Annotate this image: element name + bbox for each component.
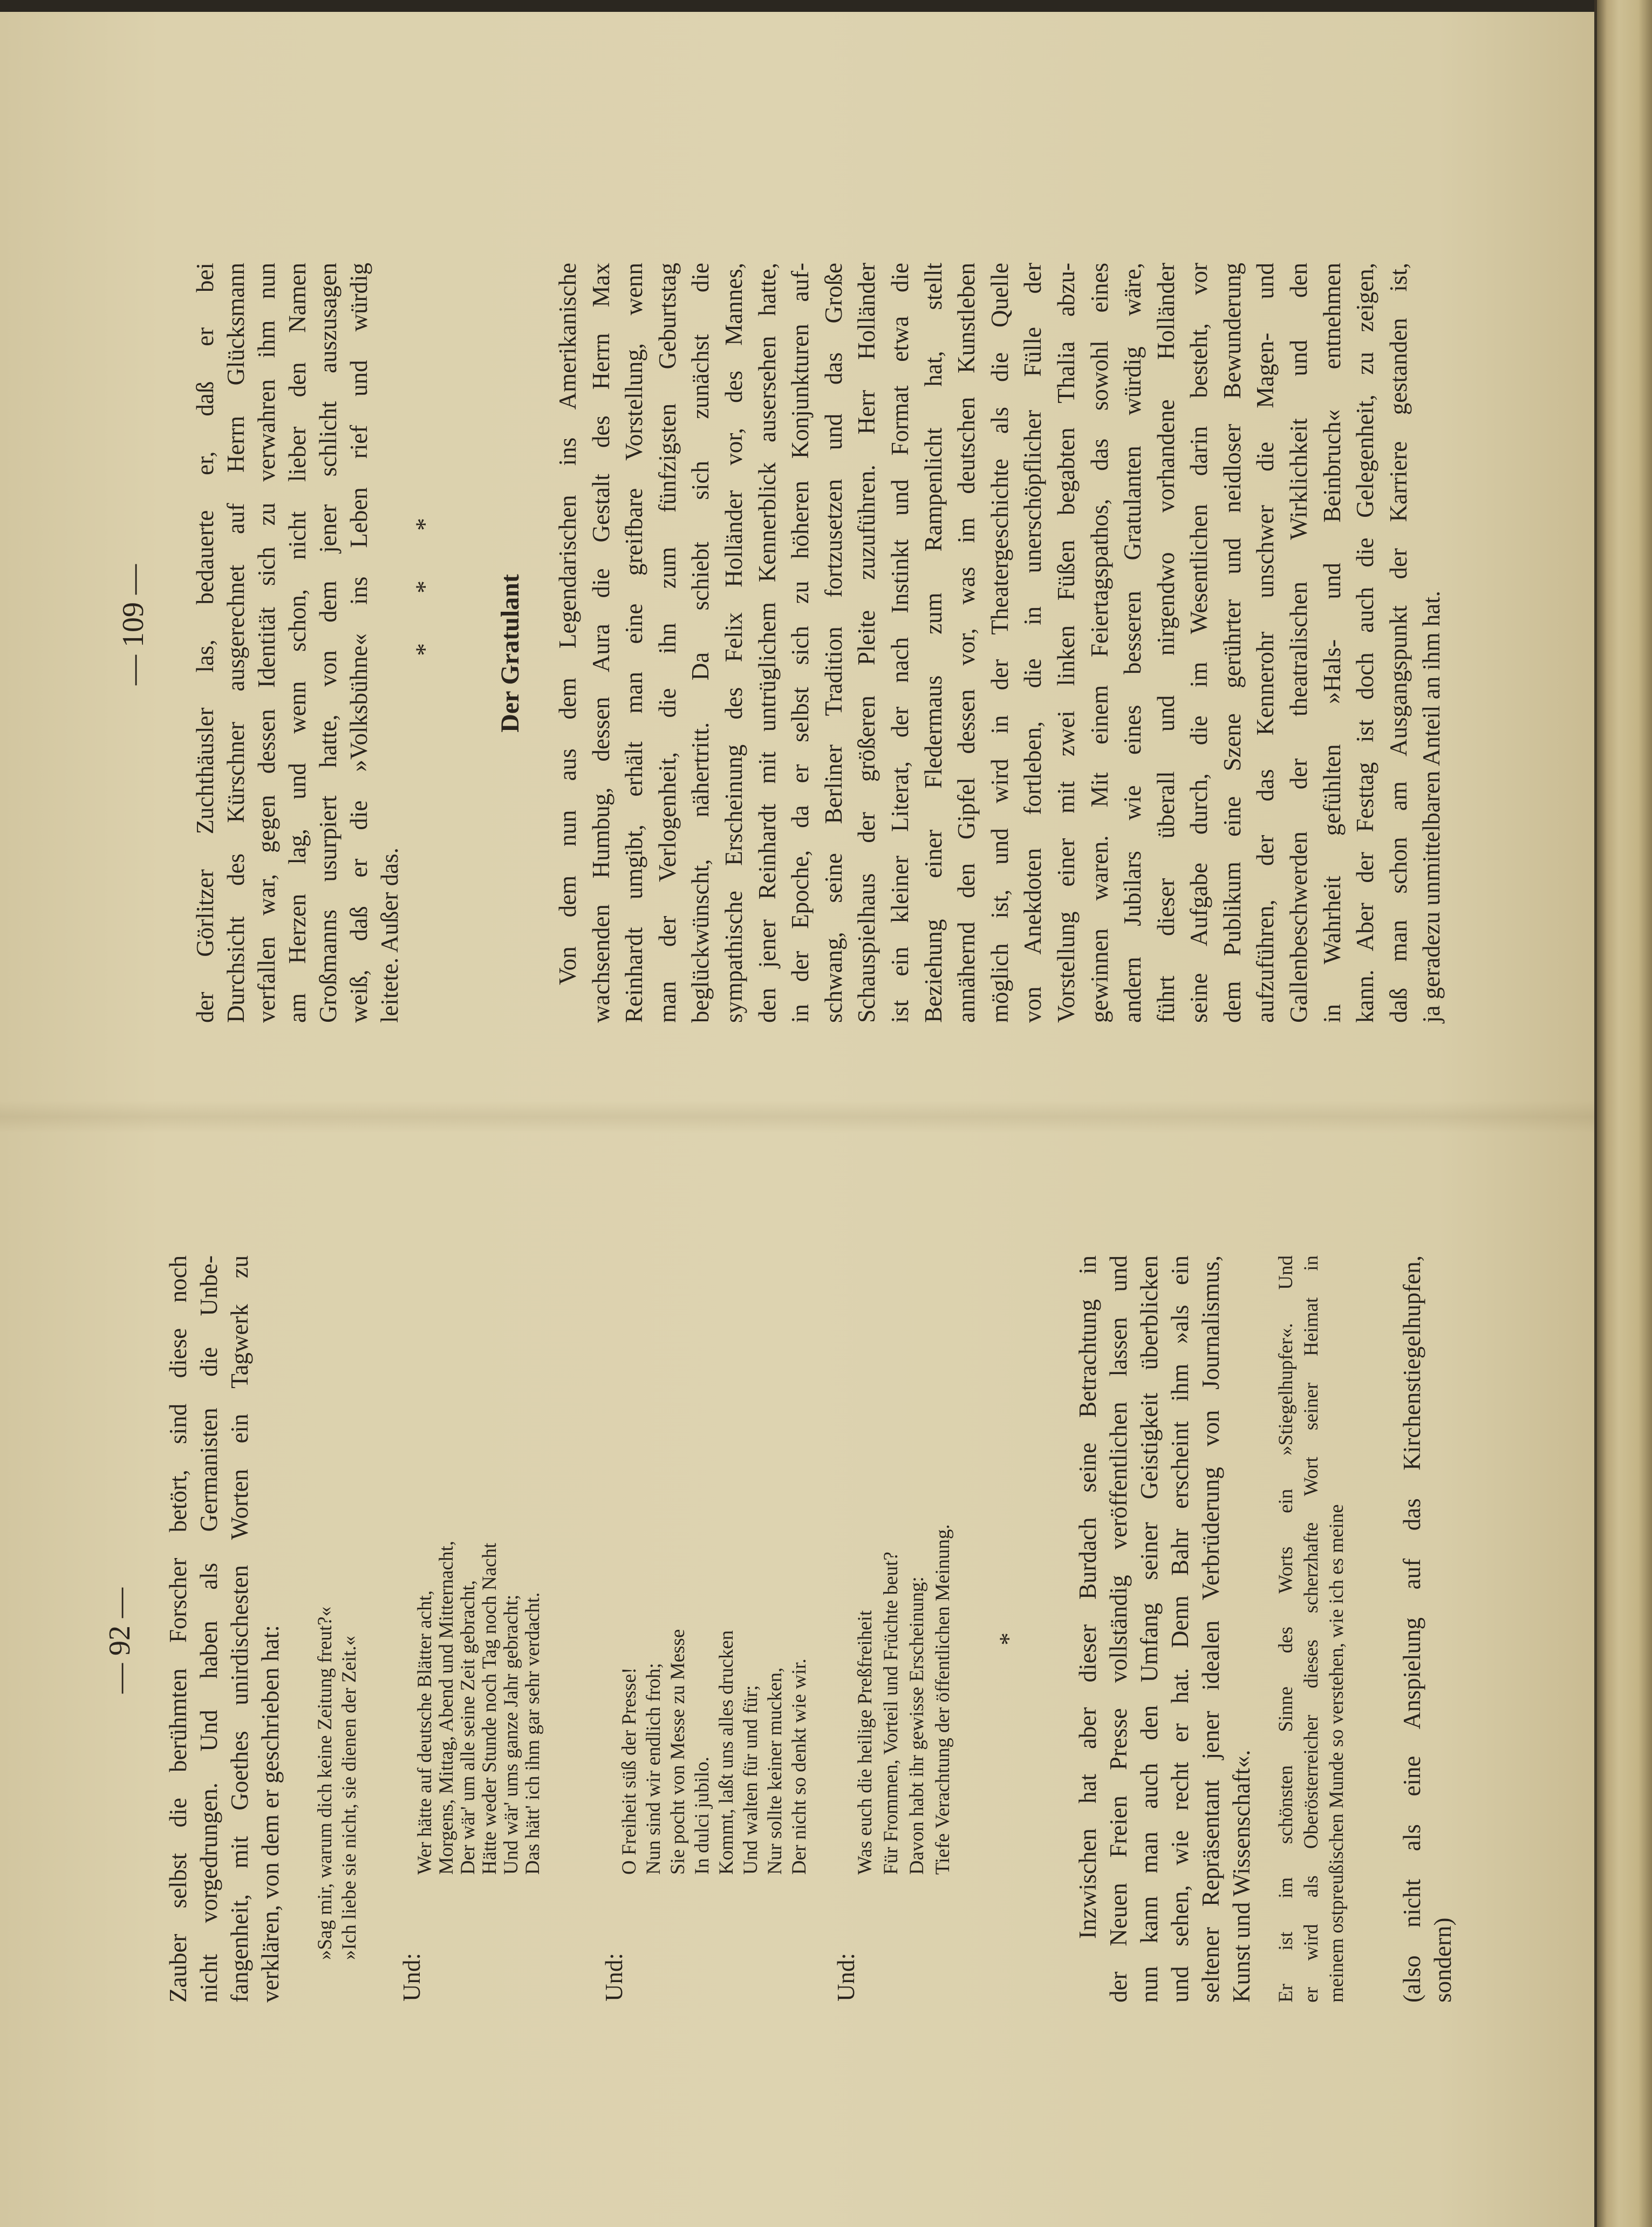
- text-line: möglich ist, und wird in der Theatergeschichte als die Quelle: [986, 263, 1013, 1023]
- text-line: Wer hätte auf deutsche Blätter acht,: [414, 1590, 436, 1875]
- page-number-109: — 109 —: [117, 564, 150, 685]
- text-line: gewinnen waren. Mit einem Feiertagspathos, das sowohl eines: [1086, 263, 1113, 1023]
- page109-paragraph-1: [190, 263, 405, 1023]
- text-line: andern Jubilars wie eines besseren Gratulanten würdig wäre,: [1119, 263, 1146, 1023]
- und-label-3: Und:: [832, 1953, 859, 2001]
- text-line: von Anekdoten fortleben, die in unerschöpflicher Fülle der: [1019, 263, 1047, 1023]
- page92-goethe-quote: [313, 1607, 361, 1960]
- text-line: seine Aufgabe durch, die im Wesentlichen darin besteht, vor: [1185, 263, 1213, 1023]
- text-line: Das hätt' ich ihm gar sehr verdacht.: [522, 1592, 544, 1875]
- text-line: der Neuen Freien Presse vollständig veröffentlichen lassen und: [1105, 1255, 1132, 2003]
- text-line: Und wär' ums ganze Jahr gebracht;: [500, 1594, 522, 1875]
- text-line: Er ist im schönsten Sinne des Worts ein »Stiegelhupfer«. Und: [1275, 1255, 1297, 2003]
- section-separator-stars: * * *: [411, 496, 439, 656]
- text-line: O Freiheit süß der Presse!: [618, 1667, 640, 1875]
- text-line: Kunst und Wissenschaft«.: [1228, 1750, 1255, 2003]
- text-line: aufzuführen, der das Kennerohr unschwer die Magen- und: [1252, 263, 1279, 1023]
- text-line: man der Verlogenheit, die ihn zum fünfzigsten Geburtstag: [653, 263, 681, 1023]
- und-label-2: Und:: [600, 1953, 627, 2001]
- text-line: schwang, seine Berliner Tradition fortzusetzen und das Große: [820, 263, 847, 1023]
- text-line: (also nicht als eine Anspielung auf das Kirchenstiegelhupfen,: [1398, 1255, 1425, 2003]
- text-line: Von dem nun aus dem Legendarischen ins Amerikanische: [554, 263, 581, 985]
- text-line: Gallenbeschwerden der theatralischen Wirklichkeit und den: [1285, 263, 1313, 1023]
- text-line: Inzwischen hat aber dieser Burdach seine Betrachtung in: [1074, 1255, 1101, 1939]
- text-line: Durchsicht des Kürschner ausgerechnet auf Herrn Glücksmann: [222, 263, 249, 1023]
- text-line: Was euch die heilige Preßfreiheit: [854, 1610, 876, 1875]
- text-line: sondern): [1429, 1917, 1456, 2003]
- page-number-92: — 92 —: [103, 1588, 136, 1693]
- text-line: Großmanns usurpiert hatte, von dem jener schlicht auszusagen: [315, 263, 342, 1023]
- text-line: Hätte weder Stunde noch Tag noch Nacht: [479, 1542, 501, 1875]
- text-line: Vorstellung einer mit zwei linken Füßen begabten Thalia abzu-: [1052, 263, 1080, 1023]
- text-line: weiß, daß er die »Volksbühne« ins Leben rief und würdig: [345, 263, 372, 1023]
- text-line: ja geradezu unmittelbaren Anteil an ihm hat.: [1418, 591, 1445, 1023]
- text-line: Der wär' um alle seine Zeit gebracht,: [457, 1580, 479, 1875]
- text-line: Beziehung einer Fledermaus zum Rampenlicht hat, stellt: [919, 263, 947, 1023]
- text-line: beglückwünscht, nähertritt. Da schiebt sich zunächst die: [687, 263, 714, 1023]
- text-line: annähernd den Gipfel dessen vor, was im deutschen Kunstleben: [953, 263, 980, 1023]
- text-line: Sie pocht von Messe zu Messe: [667, 1629, 689, 1875]
- text-line: wachsenden Humbug, dessen Aura die Gestalt des Herrn Max: [587, 263, 615, 1023]
- text-line: führt dieser überall und nirgendwo vorhandene Holländer: [1152, 263, 1179, 1023]
- text-line: in der Epoche, da er selbst sich zu höheren Konjunkturen auf-: [787, 263, 814, 1023]
- text-line: kann. Aber der Festtag ist doch auch die Gelegenheit, zu zeigen,: [1351, 263, 1379, 1023]
- text-line: verklären, von dem er geschrieben hat:: [257, 1625, 284, 2003]
- section-separator: *: [994, 1611, 1023, 1645]
- text-line: und sehen, wie recht er hat. Denn Bahr erscheint ihm »als ein: [1166, 1255, 1193, 2003]
- text-line: den jener Reinhardt mit untrüglichem Kennerblick ausersehen hatte,: [753, 263, 781, 1023]
- text-line: ist ein kleiner Literat, der nach Instinkt und Format etwa die: [886, 263, 913, 1023]
- text-line: nicht vorgedrungen. Und haben als Germanisten die Unbe-: [195, 1255, 222, 2003]
- page92-paragraph-2: [1073, 1255, 1257, 2003]
- poem-3: [852, 1524, 956, 1875]
- text-line: Kommt, laßt uns alles drucken: [715, 1630, 738, 1875]
- text-line: Nun sind wir endlich froh;: [643, 1663, 665, 1875]
- poem-2: [617, 1629, 811, 1875]
- text-line: Reinhardt umgibt, erhält man eine greifbare Vorstellung, wenn: [620, 263, 648, 1023]
- text-line: sympathische Erscheinung des Felix Holländer vor, des Mannes,: [720, 263, 747, 1023]
- text-line: Und walten für und für;: [740, 1685, 762, 1875]
- page109-paragraph-2: [551, 263, 1449, 1023]
- text-line: in Wahrheit gefühlten »Hals- und Beinbruch« entnehmen: [1318, 263, 1346, 1023]
- text-line: meinem ostpreußischen Munde so verstehen, wie ich es meine: [1326, 1504, 1348, 2003]
- text-line: fangenheit, mit Goethes unirdischesten Worten ein Tagwerk zu: [226, 1255, 253, 2003]
- text-line: nun kann man auch den Umfang seiner Geistigkeit überblicken: [1136, 1255, 1163, 2003]
- text-line: »Sag mir, warum dich keine Zeitung freut?«: [314, 1606, 336, 1960]
- text-line: verfallen war, gegen dessen Identität sich zu verwahren ihm nun: [253, 263, 280, 1023]
- text-line: Der nicht so denkt wie wir.: [788, 1658, 810, 1875]
- text-line: der Görlitzer Zuchthäusler las, bedauerte er, daß er bei: [192, 263, 219, 1023]
- text-line: In dulci jubilo.: [691, 1757, 713, 1875]
- page92-paragraph-1: [163, 1255, 286, 2003]
- text-line: Für Frommen, Vorteil und Früchte beut?: [880, 1552, 902, 1875]
- page92-paragraph-4: [1397, 1255, 1458, 2003]
- text-line: »Ich liebe sie nicht, sie dienen der Zeit.«: [338, 1635, 360, 1960]
- text-line: er wird als Oberösterreicher dieses scherzhafte Wort seiner Heimat in: [1300, 1255, 1322, 2003]
- text-line: Schauspielhaus der größeren Pleite zuzuführen. Herr Holländer: [853, 263, 880, 1023]
- page92-paragraph-3: [1273, 1255, 1349, 2003]
- text-line: Tiefe Verachtung der öffentlichen Meinung.: [932, 1524, 954, 1875]
- poem-1: [414, 1541, 544, 1875]
- text-line: am Herzen lag, und wenn schon, nicht lieber den Namen: [284, 263, 311, 1023]
- text-line: seltener Repräsentant jener idealen Verbrüderung von Journalismus,: [1197, 1255, 1224, 2003]
- und-label-1: Und:: [398, 1953, 425, 2001]
- text-line: Nur sollte keiner mucken,: [764, 1667, 786, 1875]
- text-line: Davon habt ihr gewisse Erscheinung:: [906, 1576, 928, 1875]
- text-line: leitete. Außer das.: [376, 848, 403, 1023]
- text-line: Morgens, Mittag, Abend und Mitternacht,: [435, 1541, 458, 1875]
- text-line: dem Publikum eine Szene gerührter und neidloser Bewunderung: [1218, 263, 1246, 1023]
- text-line: daß man schon am Ausgangspunkt der Karriere gestanden ist,: [1384, 263, 1412, 1023]
- text-line: Zauber selbst die berühmten Forscher betört, sind diese noch: [165, 1255, 192, 2003]
- section-title: Der Gratulant: [496, 574, 524, 733]
